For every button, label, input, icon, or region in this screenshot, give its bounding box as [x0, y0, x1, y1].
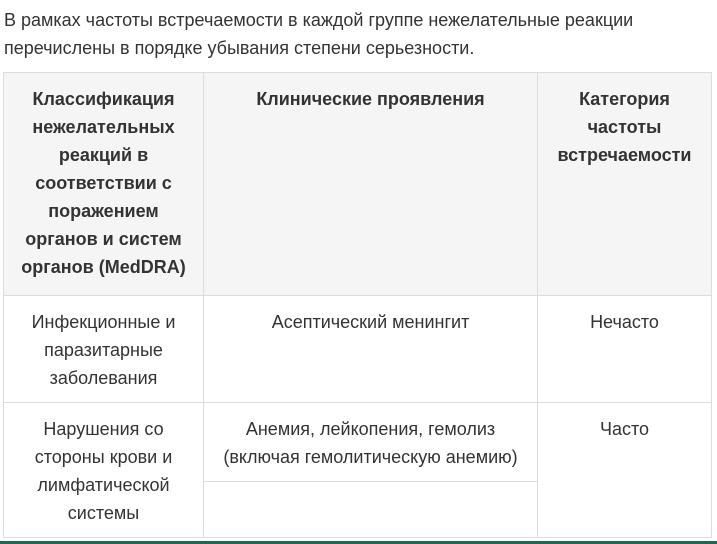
header-soc: Классификация нежелательных реакций в соответствии с поражением органов и систем органов (MedDRA): [4, 73, 204, 296]
header-frequency: Категория частоты встречаемости: [538, 73, 712, 296]
cell-manifestation-text: Анемия, лейкопения, гемолиз (включая гемолитическую анемию): [223, 419, 518, 467]
table-header-row: [4, 73, 712, 296]
adverse-reactions-table: [3, 72, 712, 538]
cell-soc: Инфекционные и паразитарные заболевания: [4, 296, 204, 403]
header-manifestations: Клинические проявления: [204, 73, 538, 296]
cell-manifestation: [204, 403, 538, 538]
table-row: [4, 403, 712, 538]
intro-paragraph: В рамках частоты встречаемости в каждой группе нежелательные реакции перечислены в порядке убывания степени серьезности.: [4, 10, 634, 58]
table-row: [4, 296, 712, 403]
cell-frequency: Нечасто: [538, 296, 712, 403]
sub-row-divider: [204, 481, 537, 502]
cell-frequency: Часто: [538, 403, 712, 538]
cell-soc: Нарушения со стороны крови и лимфатической системы: [4, 403, 204, 538]
cell-manifestation: Асептический менингит: [204, 296, 538, 403]
